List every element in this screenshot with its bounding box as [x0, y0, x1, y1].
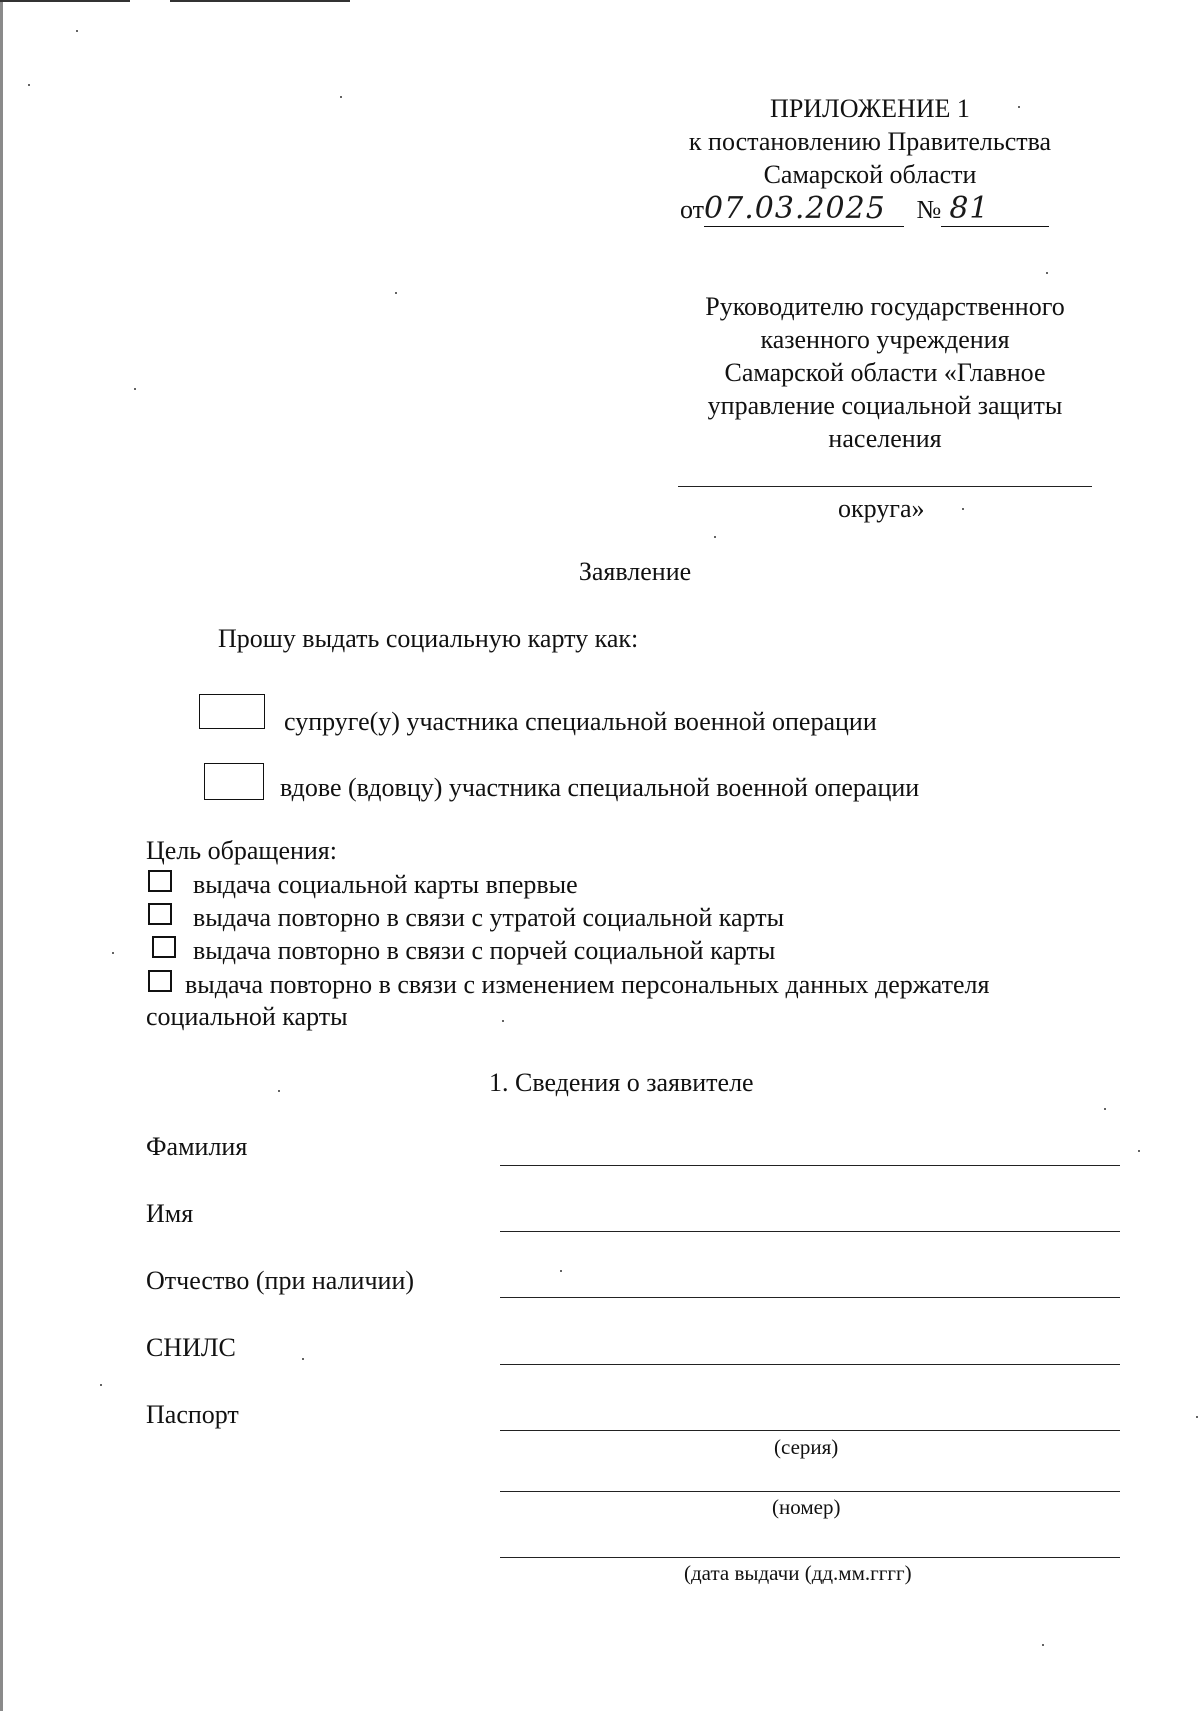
purpose-option-damage: выдача повторно в связи с порчей социальной карты	[193, 936, 776, 965]
addressee-line: управление социальной защиты	[707, 391, 1063, 420]
appendix-date-line	[680, 192, 1049, 227]
scan-speck	[1104, 1108, 1106, 1110]
field-line-passport-series[interactable]	[500, 1430, 1120, 1431]
field-line-surname[interactable]	[500, 1165, 1120, 1166]
scan-mark	[0, 0, 130, 2]
scan-mark	[170, 0, 350, 2]
scan-edge	[0, 0, 3, 1711]
scan-speck	[134, 388, 136, 390]
field-label-passport: Паспорт	[146, 1400, 239, 1429]
purpose-checkbox-damage[interactable]	[152, 936, 176, 958]
field-line-passport-number[interactable]	[500, 1491, 1120, 1492]
scan-speck	[100, 1384, 102, 1386]
scan-speck	[1196, 1416, 1198, 1418]
document-title: Заявление	[578, 557, 692, 586]
addressee-block	[660, 290, 1110, 455]
field-line-name[interactable]	[500, 1231, 1120, 1232]
scan-speck	[28, 84, 30, 86]
purpose-option-data-change: выдача повторно в связи с изменением персональных данных держателя	[185, 970, 990, 999]
appendix-line-region: Самарской области	[763, 160, 977, 189]
scan-speck	[395, 292, 397, 294]
caption-passport-number: (номер)	[772, 1495, 841, 1519]
field-label-name: Имя	[146, 1199, 194, 1228]
category-checkbox-spouse[interactable]	[199, 694, 265, 729]
scan-speck	[714, 536, 716, 538]
purpose-option-data-change-continuation: социальной карты	[146, 1002, 348, 1031]
scan-speck	[340, 96, 342, 98]
date-handwritten: 07.03.2025	[704, 191, 886, 226]
district-blank-line[interactable]	[678, 486, 1092, 487]
number-handwritten: 81	[949, 191, 990, 226]
appendix-header	[640, 92, 1100, 191]
addressee-line: населения	[828, 424, 942, 453]
field-label-snils: СНИЛС	[146, 1333, 236, 1362]
field-line-patronymic[interactable]	[500, 1297, 1120, 1298]
scan-speck	[1138, 1150, 1140, 1152]
number-field	[941, 192, 1049, 227]
caption-passport-date: (дата выдачи (дд.мм.гггг)	[684, 1561, 912, 1585]
scan-speck	[560, 1270, 562, 1272]
purpose-label: Цель обращения:	[146, 836, 337, 865]
scan-speck	[302, 1358, 304, 1360]
addressee-line: казенного учреждения	[760, 325, 1010, 354]
category-label-spouse: супруге(у) участника специальной военной операции	[284, 707, 877, 736]
purpose-checkbox-data-change[interactable]	[148, 970, 172, 992]
scan-speck	[502, 1020, 504, 1022]
category-checkbox-widow[interactable]	[204, 763, 264, 800]
appendix-line-resolution: к постановлению Правительства	[688, 127, 1052, 156]
section-title-applicant: 1. Сведения о заявителе	[489, 1068, 754, 1097]
category-label-widow: вдове (вдовцу) участника специальной военной операции	[280, 773, 920, 802]
scan-speck	[1046, 272, 1048, 274]
scan-speck	[76, 30, 78, 32]
caption-passport-series: (серия)	[774, 1435, 839, 1459]
field-label-patronymic: Отчество (при наличии)	[146, 1266, 415, 1295]
number-sign: №	[916, 195, 942, 224]
purpose-checkbox-loss[interactable]	[148, 903, 172, 925]
date-prefix: от	[680, 195, 705, 224]
request-text: Прошу выдать социальную карту как:	[218, 624, 639, 653]
purpose-checkbox-first[interactable]	[148, 870, 172, 892]
addressee-line: Самарской области «Главное	[724, 358, 1046, 387]
addressee-line: Руководителю государственного	[705, 292, 1065, 321]
scan-speck	[278, 1090, 280, 1092]
date-field	[704, 192, 904, 227]
field-line-passport-date[interactable]	[500, 1557, 1120, 1558]
field-label-surname: Фамилия	[146, 1132, 248, 1161]
field-line-snils[interactable]	[500, 1364, 1120, 1365]
purpose-option-loss: выдача повторно в связи с утратой социальной карты	[193, 903, 785, 932]
appendix-title: ПРИЛОЖЕНИЕ 1	[770, 94, 970, 123]
addressee-district-suffix: округа»	[838, 494, 925, 523]
purpose-option-first: выдача социальной карты впервые	[193, 870, 578, 899]
scan-speck	[112, 952, 114, 954]
scan-speck	[962, 508, 964, 510]
scan-speck	[1042, 1644, 1044, 1646]
